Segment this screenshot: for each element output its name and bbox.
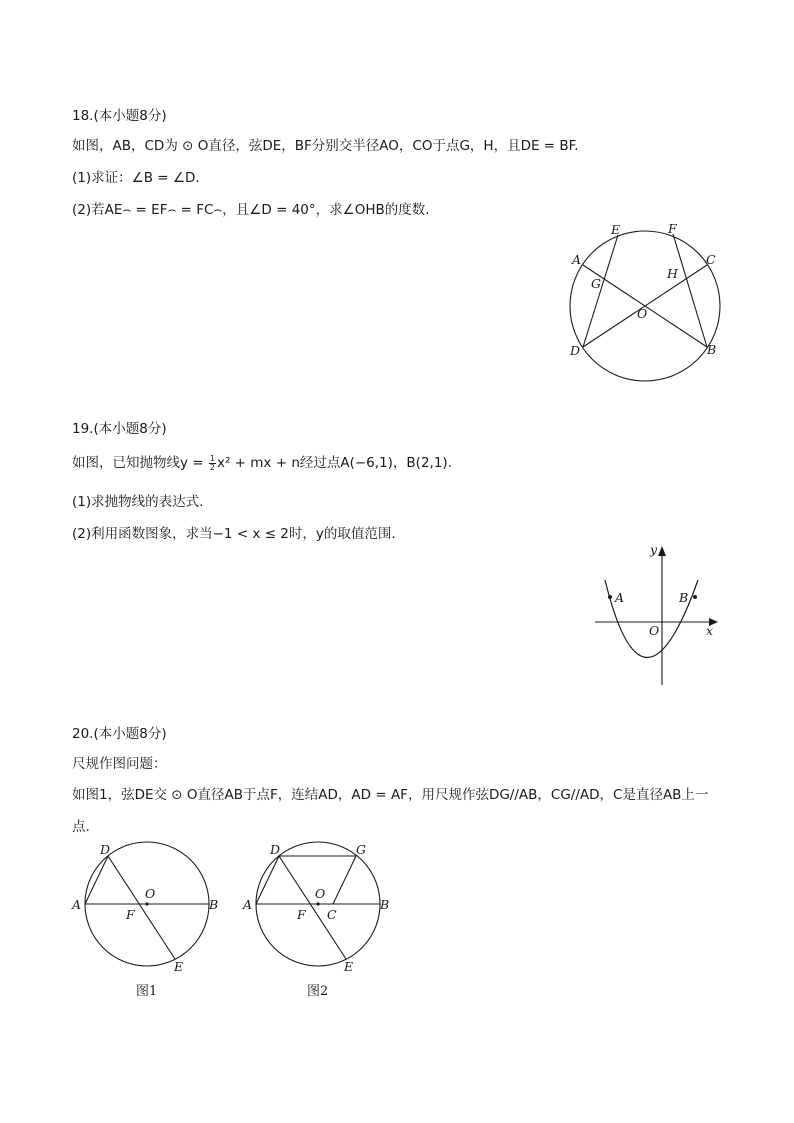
q18-circle-figure bbox=[560, 218, 730, 388]
q18-chord-DE bbox=[583, 235, 618, 347]
q20-fig1-chord-DE bbox=[108, 856, 175, 959]
q20-title: 尺规作图问题： bbox=[72, 756, 167, 772]
q18-label-F: F bbox=[668, 221, 677, 236]
q19-y-arrow bbox=[658, 546, 666, 556]
q20-figure-2 bbox=[240, 838, 400, 1003]
q19-stem-before: 如图，已知抛物线y = bbox=[72, 455, 208, 471]
q18-part2: (2)若AE⌢ = EF⌢ = FC⌢，且∠D = 40°，求∠OHB的度数. bbox=[72, 202, 430, 218]
q18-header: 18.(本小题8分) bbox=[72, 108, 167, 124]
q20-fig2-label-F: F bbox=[297, 907, 306, 922]
q18-label-B: B bbox=[707, 342, 717, 357]
q18-stem: 如图，AB，CD为 ⊙ O直径，弦DE，BF分别交半径AO，CO于点G，H，且DE = BF. bbox=[72, 138, 579, 154]
q19-label-B: B bbox=[679, 590, 689, 605]
q20-fig2-center-dot bbox=[316, 902, 319, 905]
q20-fig2-label-O: O bbox=[315, 886, 326, 901]
q20-fig2-label-E: E bbox=[344, 959, 354, 974]
q20-stem-line1: 如图1，弦DE交 ⊙ O直径AB于点F，连结AD，AD = AF，用尺规作弦DG//AB，CG//AD，C是直径AB上一 bbox=[72, 787, 709, 803]
q20-fig1-label-E: E bbox=[174, 959, 184, 974]
q20-fig1-label-A: A bbox=[72, 897, 82, 912]
q19-parabola-figure bbox=[590, 540, 725, 690]
q20-fig1-center-dot bbox=[145, 902, 148, 905]
q19-point-A bbox=[608, 595, 612, 599]
q18-label-O: O bbox=[637, 306, 648, 321]
q18-label-E: E bbox=[611, 222, 621, 237]
q18-label-C: C bbox=[706, 252, 716, 267]
q18-part1: (1)求证：∠B = ∠D. bbox=[72, 170, 200, 186]
q20-fig2-label-G: G bbox=[356, 842, 366, 857]
q20-fig1-label-F: F bbox=[126, 907, 135, 922]
q19-label-O: O bbox=[649, 623, 660, 638]
q19-stem bbox=[72, 451, 452, 472]
q18-chord-BF bbox=[673, 234, 707, 347]
q20-fig2-caption: 图2 bbox=[307, 984, 329, 999]
q20-fig1-label-B: B bbox=[209, 897, 219, 912]
q20-fig2-label-B: B bbox=[380, 897, 390, 912]
q19-part2: (2)利用函数图象，求当−1 < x ≤ 2时，y的取值范围. bbox=[72, 526, 396, 542]
q19-label-x: x bbox=[706, 623, 714, 638]
q20-fig2-chord-AD bbox=[256, 856, 279, 904]
q20-fig2-label-D: D bbox=[270, 842, 281, 857]
q19-stem-after: x² + mx + n经过点A(−6,1)，B(2,1). bbox=[216, 455, 452, 471]
q19-header: 19.(本小题8分) bbox=[72, 421, 167, 437]
q18-label-G: G bbox=[591, 276, 601, 291]
q18-label-D: D bbox=[570, 343, 581, 358]
q19-label-A: A bbox=[615, 590, 625, 605]
q19-point-B bbox=[693, 595, 697, 599]
q20-figure-1 bbox=[70, 838, 230, 1003]
q19-frac-num: 1 bbox=[209, 453, 215, 463]
q20-header: 20.(本小题8分) bbox=[72, 726, 167, 742]
q18-label-A: A bbox=[572, 252, 582, 267]
q20-stem-line2: 点. bbox=[72, 819, 90, 835]
q19-fraction bbox=[209, 455, 216, 472]
q20-fig1-label-O: O bbox=[145, 886, 156, 901]
q20-fig1-label-D: D bbox=[100, 842, 111, 857]
q19-label-y: y bbox=[650, 542, 658, 557]
q18-label-H: H bbox=[667, 266, 678, 281]
q19-frac-den: 2 bbox=[209, 462, 215, 472]
q19-part1: (1)求抛物线的表达式. bbox=[72, 494, 204, 510]
q20-fig2-label-A: A bbox=[243, 897, 253, 912]
q20-fig1-caption: 图1 bbox=[136, 984, 158, 999]
q20-fig2-segment-CG bbox=[333, 856, 356, 904]
q20-fig1-chord-AD bbox=[85, 856, 108, 904]
q20-fig2-label-C: C bbox=[327, 907, 337, 922]
